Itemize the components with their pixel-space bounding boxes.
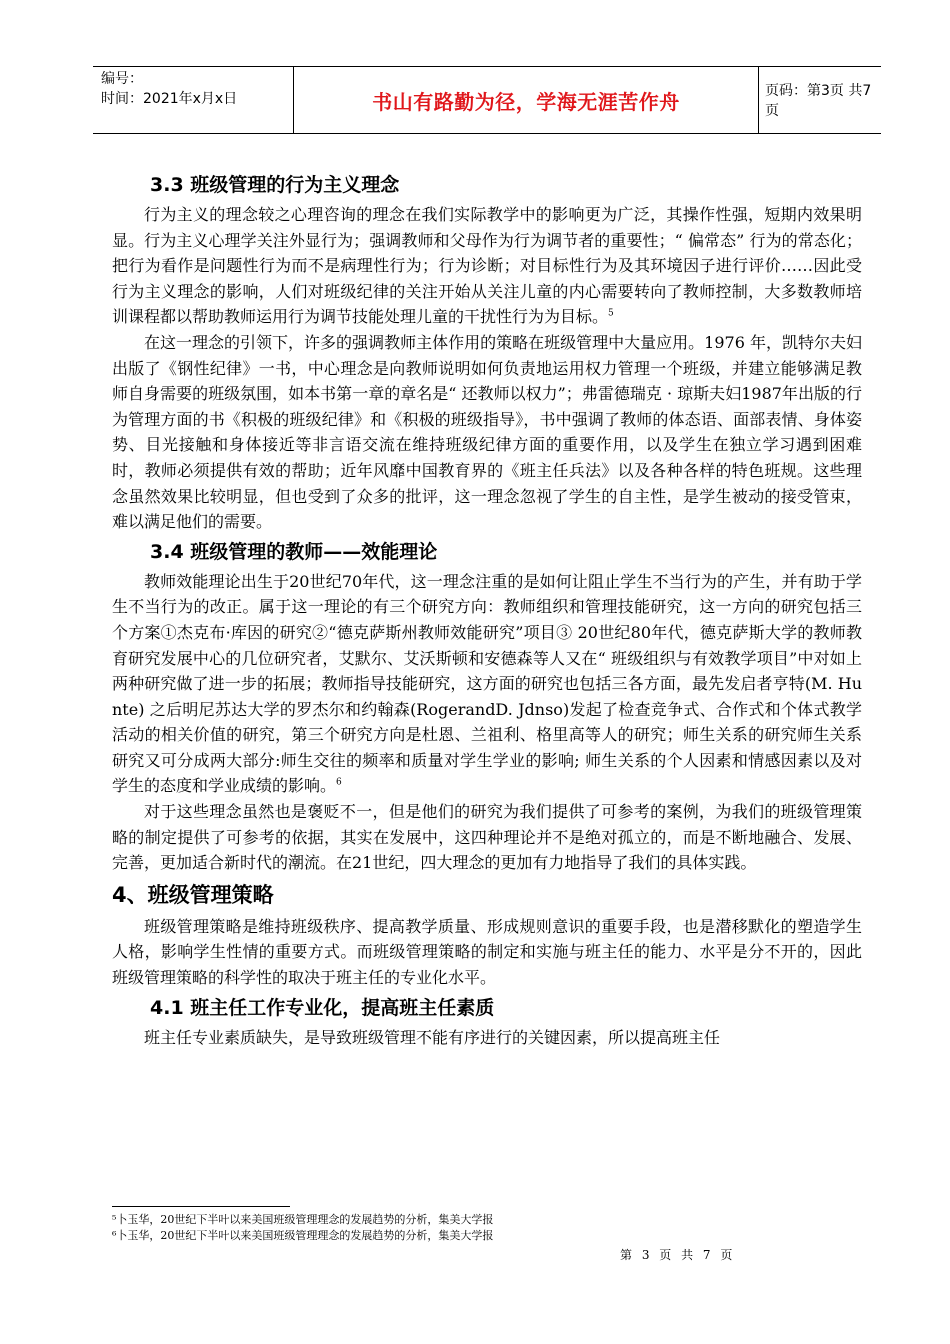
paragraph: 在这一理念的引领下，许多的强调教师主体作用的策略在班级管理中大量应用。1976 年，凯特尔夫妇出版了《钢性纪律》一书，中心理念是向教师说明如何负责地运用权力管理一个班级，并建立能够满足教师自身需要的班级氛围，如本书第一章的章名是“ 还教师以权力”；弗雷德瑞克 · 琼斯夫妇1987年出版的行为管理方面的书《积极的班级纪律》和《积极的班级指导》，书中强调了教师的体态语、面部表情、身体姿势、目光接触和身体接近等非言语交流在维持班级纪律方面的重要作用，以及学生在独立学习遇到困难时，教师必须提供有效的帮助；近年风靡中国教育界的《班主任兵法》以及各种各样的特色班规。这些理念虽然效果比较明显，但也受到了众多的批评，这一理念忽视了学生的自主性，是学生被动的接受管束，难以满足他们的需要。	[112, 332, 862, 532]
paragraph: 对于这些理念虽然也是褒贬不一，但是他们的研究为我们提供了可参考的案例，为我们的班级管理策略的制定提供了可参考的依据，其实在发展中，这四种理论并不是绝对孤立的，而是不断地融合、发展、完善，更加适合新时代的潮流。在21世纪，四大理念的更加有力地指导了我们的具体实践。	[112, 802, 862, 873]
page-number: 第 3 页 共 7 页	[620, 1248, 736, 1262]
paragraph: 班级管理策略是维持班级秩序、提高教学质量、形成规则意识的重要手段，也是潜移默化的塑造学生人格，影响学生性情的重要方式。而班级管理策略的制定和实施与班主任的能力、水平是分不开的，因此班级管理策略的科学性的取决于班主任的专业化水平。	[112, 916, 862, 988]
paragraph: 班主任专业素质缺失，是导致班级管理不能有序进行的关键因素，所以提高班主任	[144, 1027, 721, 1047]
paragraph-text: 教师效能理论出生于20世纪70年代，这一理念注重的是如何让阻止学生不当行为的产生，并有助于学生不当行为的改正。属于这一理论的有三个研究方向：教师组织和管理技能研究，这一方向的研究包括三个方案①杰克布·库因的研究②“德克萨斯州教师效能研究”项目③ 20世纪80年代，德克萨斯大学的教师教育研究发展中心的几位研究者，艾默尔、艾沃斯顿和安德森等人又在“ 班级组织与有效教学项目”中对如上两种研究做了进一步的拓展；教师指导技能研究，这方面的研究也包括三各方面，最先发启者亨特(M. Hu nte) 之后明尼苏达大学的罗杰尔和约翰森(RogerandD. Jdnso)发起了检查竞争式、合作式和个体式教学活动的相关价值的研究，第三个研究方向是杜恩、兰祖利、格里高等人的研究；师生关系的研究师生关系研究又可分成两大部分:师生交往的频率和质量对学生学业的影响; 师生关系的个人因素和情感因素以及对学生的态度和学业成绩的影响。	[112, 571, 862, 796]
paragraph	[112, 569, 862, 799]
paragraph	[112, 202, 862, 330]
footnote-ref: 5	[608, 309, 614, 320]
footnote-5: ⁵卜玉华，20世纪下半叶以来美国班级管理理念的发展趋势的分析，集美大学报	[112, 1213, 494, 1226]
page-header	[93, 66, 881, 134]
section-heading-4: 4、班级管理策略	[112, 882, 274, 907]
header-page-label: 页码：第3页 共7页	[765, 83, 872, 119]
document-time-label: 时间：2021年x月x日	[101, 91, 238, 107]
footnote-divider	[112, 1206, 290, 1207]
document-body	[112, 168, 862, 1050]
section-heading-3-3: 3.3 班级管理的行为主义理念	[150, 174, 400, 196]
header-motto: 书山有路勤为径，学海无涯苦作舟	[293, 67, 759, 133]
footnote-6: ⁶卜玉华，20世纪下半叶以来美国班级管理理念的发展趋势的分析，集美大学报	[112, 1229, 494, 1242]
section-heading-3-4: 3.4 班级管理的教师——效能理论	[150, 540, 438, 563]
section-heading-4-1: 4.1 班主任工作专业化，提高班主任素质	[150, 996, 495, 1019]
document-number-label: 编号：	[101, 71, 143, 87]
paragraph-text: 行为主义的理念较之心理咨询的理念在我们实际教学中的影响更为广泛，其操作性强，短期内效果明显。行为主义心理学关注外显行为；强调教师和父母作为行为调节者的重要性；“ 偏常态” 行为的常态化；把行为看作是问题性行为而不是病理性行为；行为诊断；对目标性行为及其环境因子进行评价……因此受行为主义理念的影响，人们对班级纪律的关注开始从关注儿童的内心需要转向了教师控制，大多数教师培训课程都以帮助教师运用行为调节技能处理儿童的干扰性行为为目标。	[112, 205, 862, 327]
footnote-ref: 6	[336, 778, 342, 789]
footnotes	[112, 1212, 812, 1244]
header-meta	[93, 67, 293, 133]
